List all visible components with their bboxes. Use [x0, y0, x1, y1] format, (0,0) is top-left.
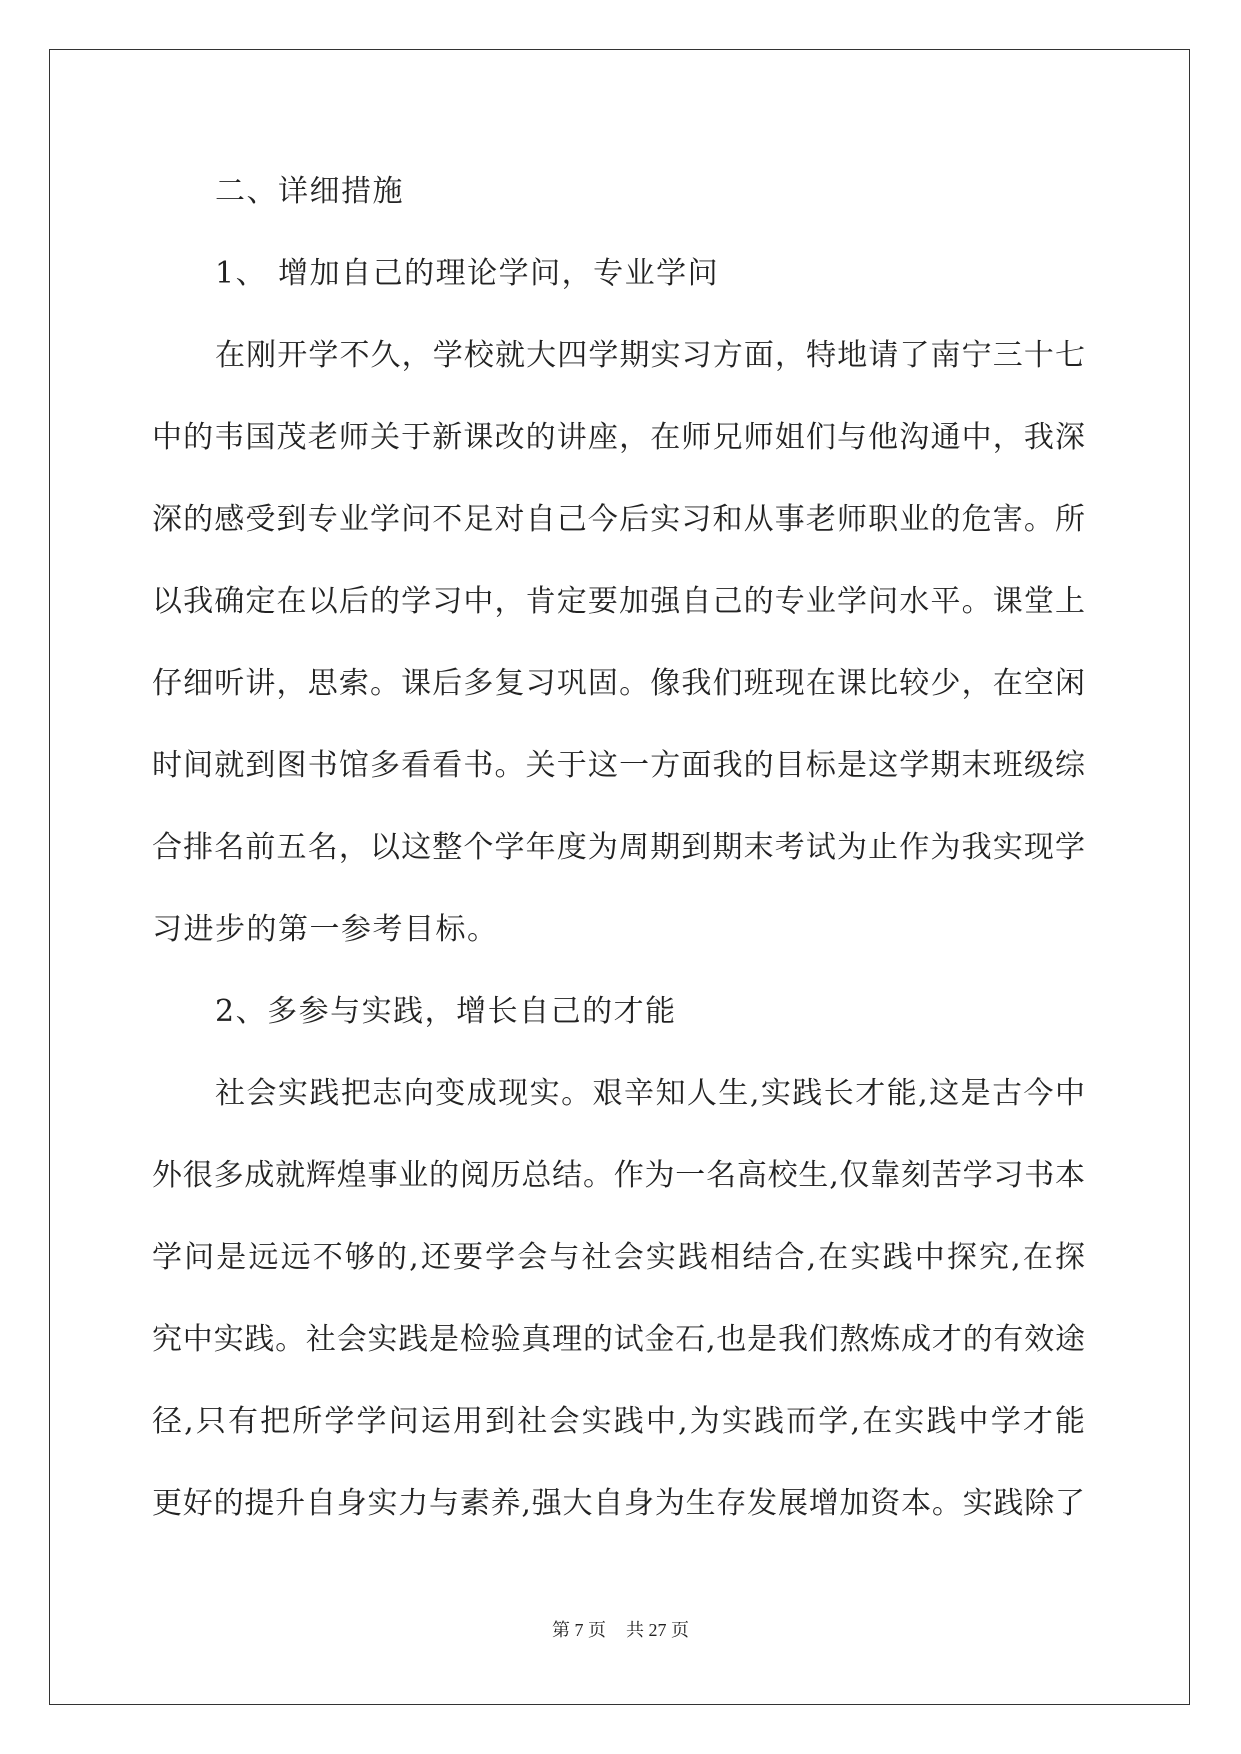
paragraph-1-line: 仔细听讲，思索。课后多复习巩固。像我们班现在课比较少，在空闲 [152, 666, 1085, 701]
page-total: 共 27 页 [626, 1620, 689, 1640]
section-heading: 二、详细措施 [215, 174, 404, 209]
paragraph-2-line: 社会实践把志向变成现实。艰辛知人生,实践长才能,这是古今中 [215, 1076, 1085, 1111]
paragraph-2-line: 外很多成就辉煌事业的阅历总结。作为一名高校生,仅靠刻苦学习书本 [152, 1158, 1085, 1193]
paragraph-1-line: 以我确定在以后的学习中，肯定要加强自己的专业学问水平。课堂上 [152, 584, 1085, 619]
paragraph-1-line: 时间就到图书馆多看看书。关于这一方面我的目标是这学期末班级综 [152, 748, 1085, 783]
paragraph-1-line: 合排名前五名，以这整个学年度为周期到期末考试为止作为我实现学 [152, 830, 1085, 865]
item-1-title: 1、 增加自己的理论学问，专业学问 [215, 256, 720, 291]
paragraph-2-line: 究中实践。社会实践是检验真理的试金石,也是我们熬炼成才的有效途 [152, 1322, 1085, 1357]
paragraph-1-line: 深的感受到专业学问不足对自己今后实习和从事老师职业的危害。所 [152, 502, 1085, 537]
paragraph-1-line: 中的韦国茂老师关于新课改的讲座，在师兄师姐们与他沟通中，我深 [152, 420, 1085, 455]
item-2-title: 2、多参与实践，增长自己的才能 [215, 994, 677, 1029]
page-border [49, 49, 1190, 1705]
page-number: 第 7 页 [552, 1620, 606, 1640]
paragraph-1-line: 在刚开学不久，学校就大四学期实习方面，特地请了南宁三十七 [215, 338, 1085, 373]
paragraph-2-line: 径,只有把所学学问运用到社会实践中,为实践而学,在实践中学才能 [152, 1404, 1085, 1439]
paragraph-1-line: 习进步的第一参考目标。 [152, 912, 499, 947]
paragraph-2-line: 更好的提升自身实力与素养,强大自身为生存发展增加资本。实践除了 [152, 1486, 1085, 1521]
page-footer [0, 1618, 1241, 1642]
paragraph-2-line: 学问是远远不够的,还要学会与社会实践相结合,在实践中探究,在探 [152, 1240, 1085, 1275]
